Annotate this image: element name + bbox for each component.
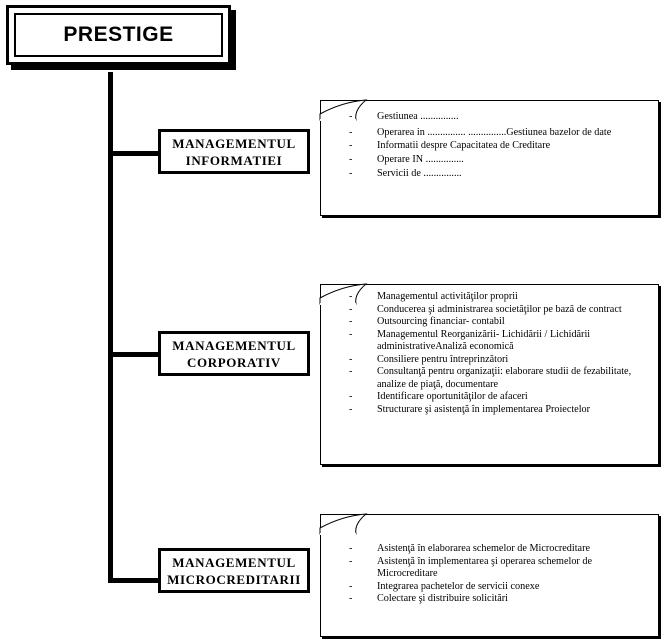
list-item-text: Operare IN ............... [377, 153, 464, 165]
list-item-text: Structurare şi asistenţă în implementarea Proiectelor [377, 403, 591, 415]
trunk-connector [108, 72, 113, 582]
bullet-dash: - [349, 580, 353, 592]
list-item-text: Colectare şi distribuire solicitări [377, 593, 508, 604]
bullet-dash: - [349, 168, 353, 179]
list-item [349, 111, 640, 124]
node-label-line2: CORPORATIV [187, 354, 281, 370]
list-item-text: Servicii de ............... [377, 168, 462, 179]
bullet-dash: - [349, 316, 353, 327]
list-item [349, 140, 640, 153]
list-item-text: Integrarea pachetelor de servicii conexe [377, 580, 540, 592]
bullet-dash: - [349, 140, 353, 151]
list-item-text: Outsourcing financiar- contabil [377, 316, 505, 327]
list-item [349, 581, 640, 594]
list-item-text: Consultanţă pentru organizaţii: elaborare studii de fezabilitate, analize de piaţă, documentare [377, 366, 632, 390]
bullet-dash: - [349, 543, 353, 554]
list-item-text: Informatii despre Capacitatea de Creditare [377, 140, 551, 151]
node-managementul-microcreditarii [158, 548, 310, 593]
list-item-text: Asistenţă în implementarea şi operarea schemelor de Microcreditare [377, 555, 592, 579]
list-item [349, 366, 640, 391]
node-label-line1: MANAGEMENTUL [172, 135, 296, 151]
list-item-text: Managementul activităţilor proprii [377, 291, 518, 302]
bullet-dash: - [349, 593, 353, 604]
node-label-line2: INFORMATIEI [185, 152, 283, 168]
bullet-dash: - [349, 391, 353, 402]
note-microcreditarii [320, 514, 659, 637]
list-item [349, 556, 640, 581]
list-item [349, 329, 640, 354]
services-list-informatiei [349, 111, 640, 181]
node-managementul-corporativ [158, 331, 310, 376]
branch-connector-corporativ [108, 352, 160, 357]
list-item [349, 304, 640, 317]
branch-connector-informatiei [108, 151, 160, 156]
list-item-text: Gestiunea ............... [377, 111, 459, 122]
list-item-text: Identificare oportunităţilor de afaceri [377, 391, 528, 402]
services-list-corporativ [349, 291, 640, 416]
bullet-dash: - [349, 328, 353, 340]
list-item [349, 404, 640, 417]
bullet-dash: - [349, 403, 353, 415]
bullet-dash: - [349, 366, 353, 377]
list-item [349, 593, 640, 606]
root-title: PRESTIGE [63, 23, 174, 46]
bullet-dash: - [349, 111, 353, 122]
node-label-line1: MANAGEMENTUL [172, 554, 296, 570]
list-item [349, 127, 640, 140]
bullet-dash: - [349, 126, 353, 138]
node-label-line2: MICROCREDITARII [167, 571, 301, 587]
list-item [349, 391, 640, 404]
root-box [6, 5, 231, 65]
bullet-dash: - [349, 153, 353, 165]
list-item [349, 316, 640, 329]
list-item-text: Consiliere pentru întreprinzători [377, 353, 509, 365]
branch-connector-microcreditarii [108, 578, 160, 583]
bullet-dash: - [349, 303, 353, 315]
bullet-dash: - [349, 353, 353, 365]
list-item-text: Conducerea şi administrarea societăţilor pe bază de contract [377, 303, 622, 315]
list-item [349, 291, 640, 304]
list-item-text: Operarea in ............... ...............Gestiunea bazelor de date [377, 126, 612, 138]
note-informatiei [320, 100, 659, 216]
bullet-dash: - [349, 555, 353, 567]
list-item-text: Managementul Reorganizării- Lichidării / Lichidării administrativeAnaliză economică [377, 328, 591, 352]
folded-corner-icon [320, 514, 368, 534]
services-list-microcreditarii [349, 543, 640, 606]
list-item [349, 354, 640, 367]
note-corporativ [320, 284, 659, 465]
list-item [349, 168, 640, 181]
bullet-dash: - [349, 291, 353, 302]
list-item [349, 543, 640, 556]
node-managementul-informatiei [158, 129, 310, 174]
list-item [349, 154, 640, 167]
node-label-line1: MANAGEMENTUL [172, 337, 296, 353]
list-item-text: Asistenţă în elaborarea schemelor de Microcreditare [377, 543, 590, 554]
root-inner-frame [14, 13, 223, 57]
